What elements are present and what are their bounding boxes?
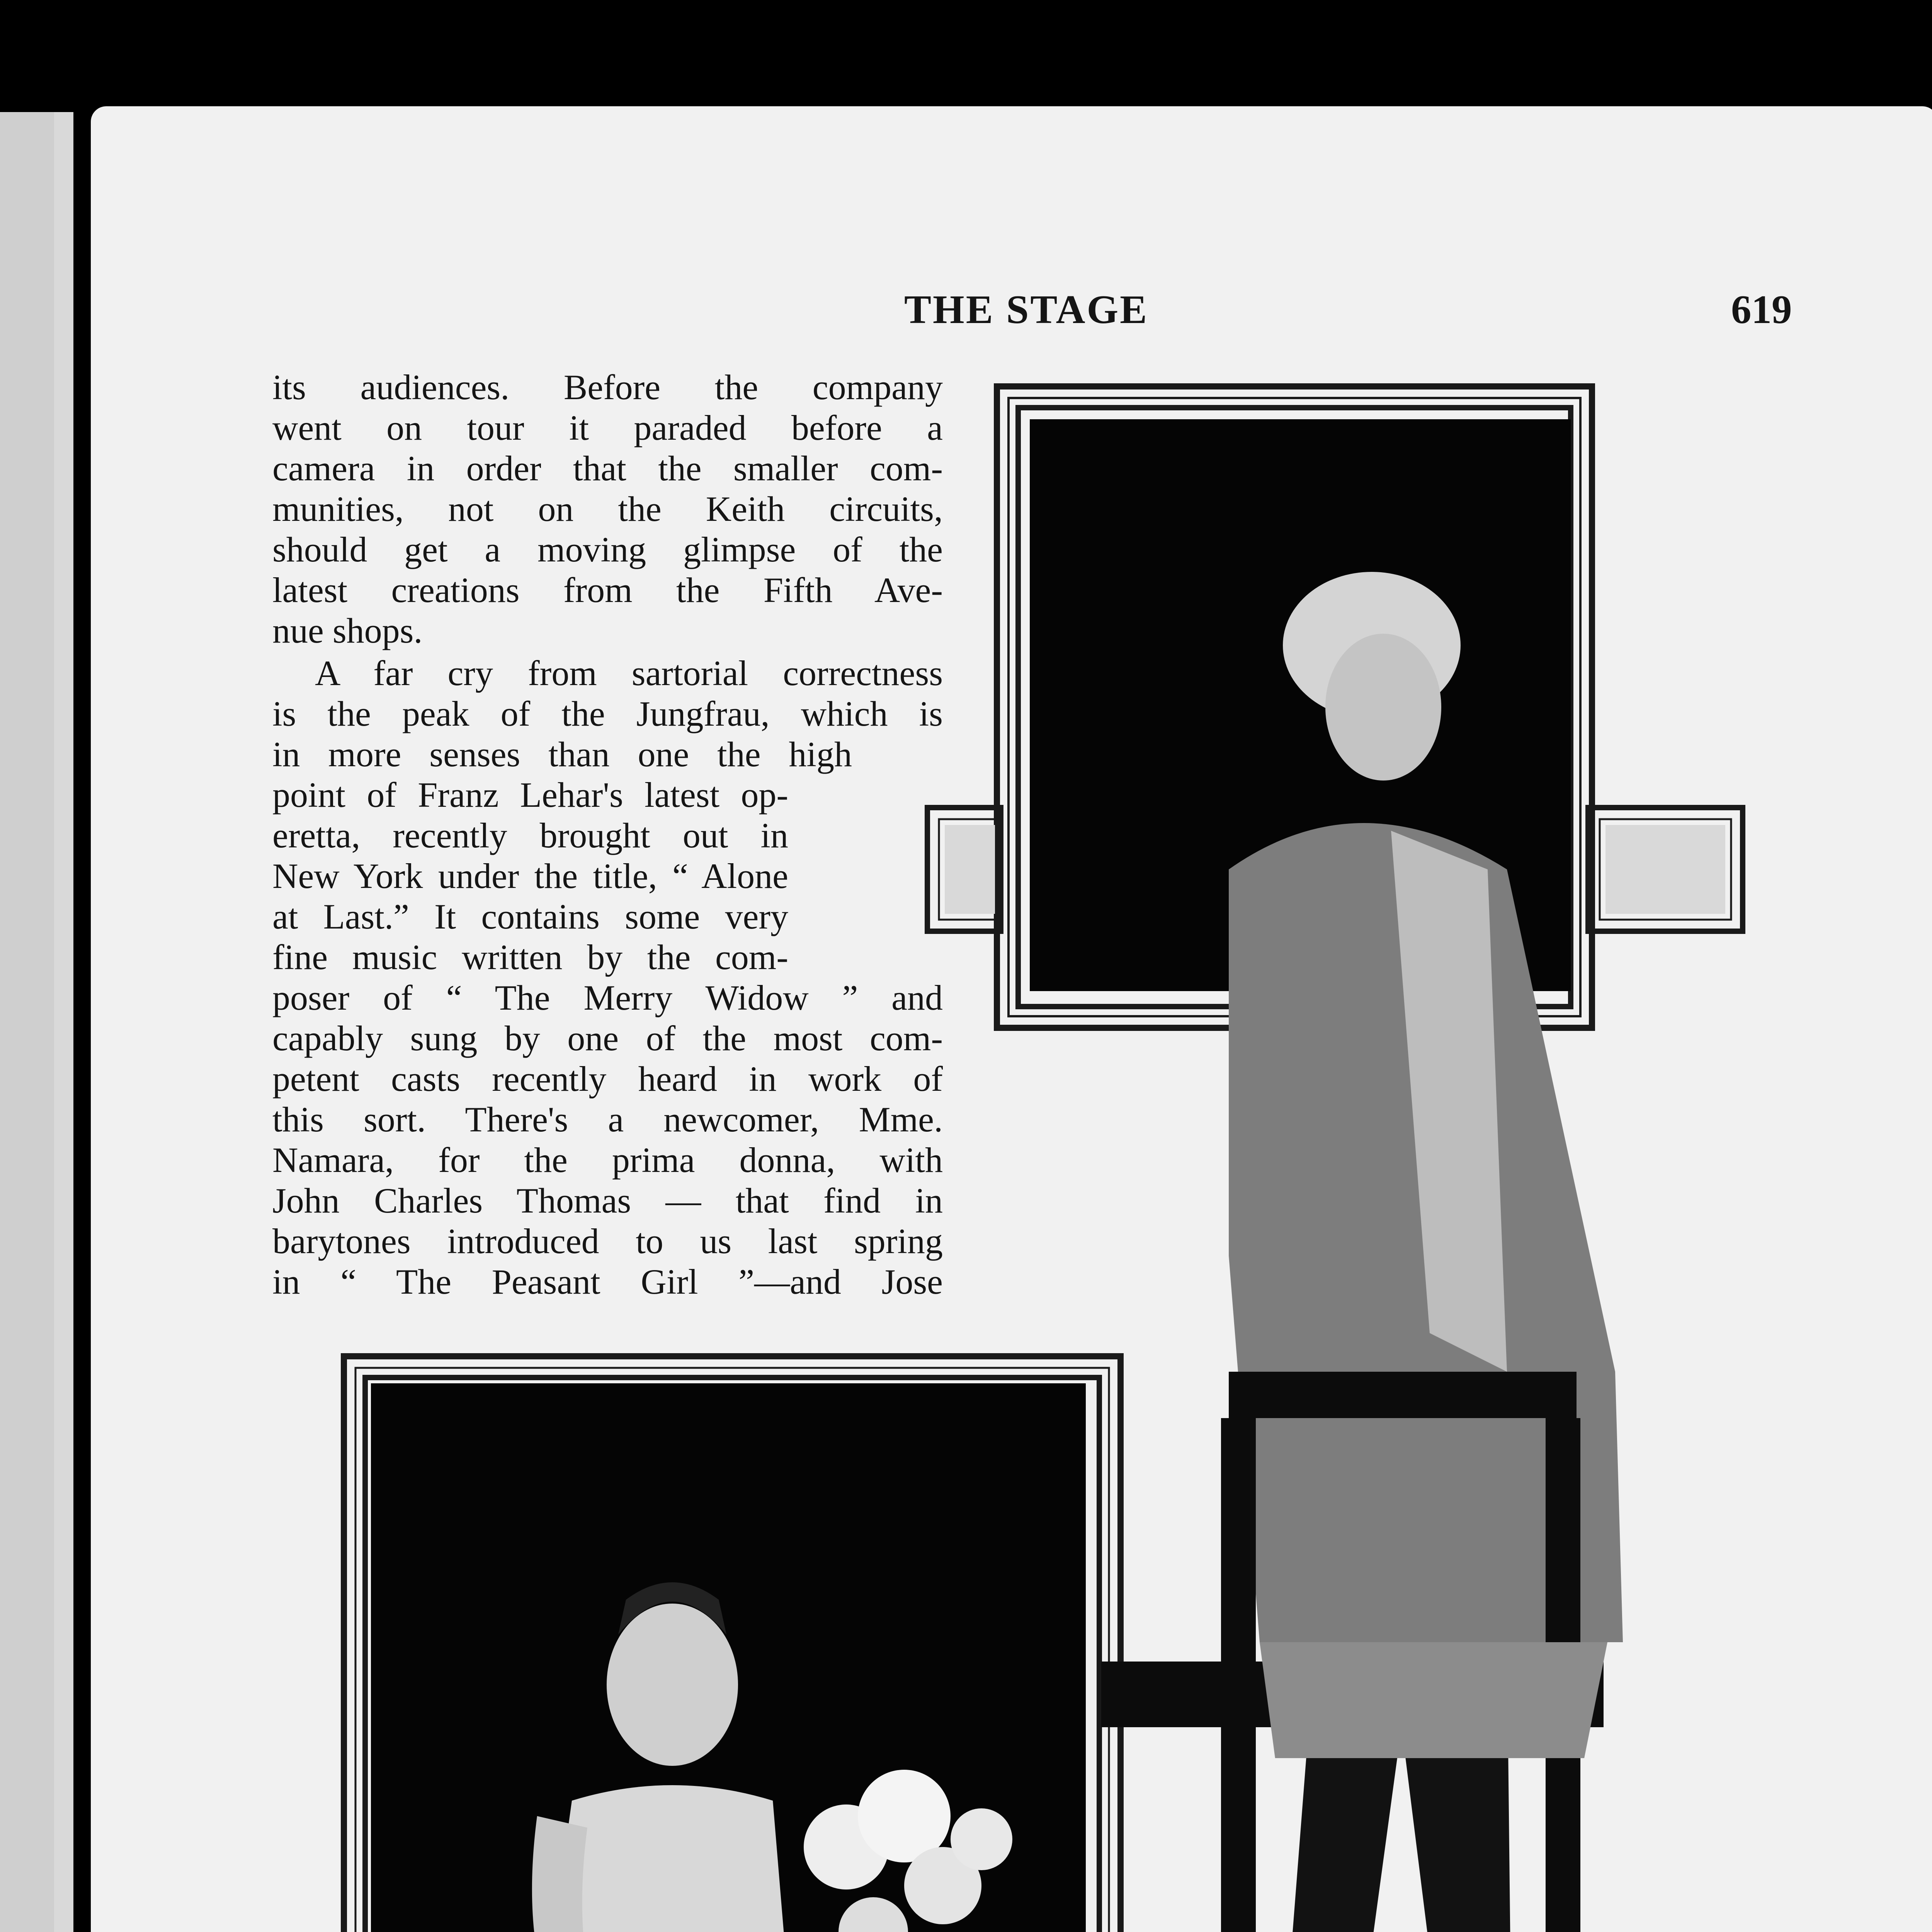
text-line: at Last.” It contains some very xyxy=(272,897,788,936)
text-line: latest creations from the Fifth Ave- xyxy=(272,570,943,610)
text-line: is the peak of the Jungfrau, which is xyxy=(272,694,943,733)
text-line: went on tour it paraded before a xyxy=(272,408,943,447)
text-line: point of Franz Lehar's latest op- xyxy=(272,775,788,815)
article-paragraph-1 xyxy=(272,367,943,651)
text-line: fine music written by the com- xyxy=(272,937,788,977)
soprano-figure-illustration xyxy=(371,1383,1086,1932)
text-line: Namara, for the prima donna, with xyxy=(272,1140,943,1180)
text-line: should get a moving glimpse of the xyxy=(272,530,943,569)
text-line: this sort. There's a newcomer, Mme. xyxy=(272,1100,943,1139)
page-number: 619 xyxy=(1731,287,1792,332)
text-line: New York under the title, “ Alone xyxy=(272,856,788,896)
maggie-teyte-figure xyxy=(1043,483,1700,1932)
text-line: petent casts recently heard in work of xyxy=(272,1059,943,1099)
text-line: munities, not on the Keith circuits, xyxy=(272,489,943,529)
text-line: poser of “ The Merry Widow ” and xyxy=(272,978,943,1017)
running-header: THE STAGE xyxy=(904,287,1149,332)
may-scheider-photo xyxy=(371,1383,1086,1932)
text-line: eretta, recently brought out in xyxy=(272,816,788,855)
text-line: in “ The Peasant Girl ”—and Jose xyxy=(272,1262,943,1301)
text-line: John Charles Thomas — that find in xyxy=(272,1181,943,1220)
adjacent-page-edge xyxy=(0,112,73,1932)
text-line: A far cry from sartorial correctness xyxy=(315,653,943,693)
text-line: nue shops. xyxy=(272,611,423,650)
article-paragraph-2 xyxy=(272,653,943,1302)
text-line: in more senses than one the high xyxy=(272,735,852,774)
text-line: barytones introduced to us last spring xyxy=(272,1221,943,1261)
text-line: capably sung by one of the most com- xyxy=(272,1019,943,1058)
text-line: camera in order that the smaller com- xyxy=(272,449,943,488)
text-line: its audiences. Before the company xyxy=(272,367,943,407)
